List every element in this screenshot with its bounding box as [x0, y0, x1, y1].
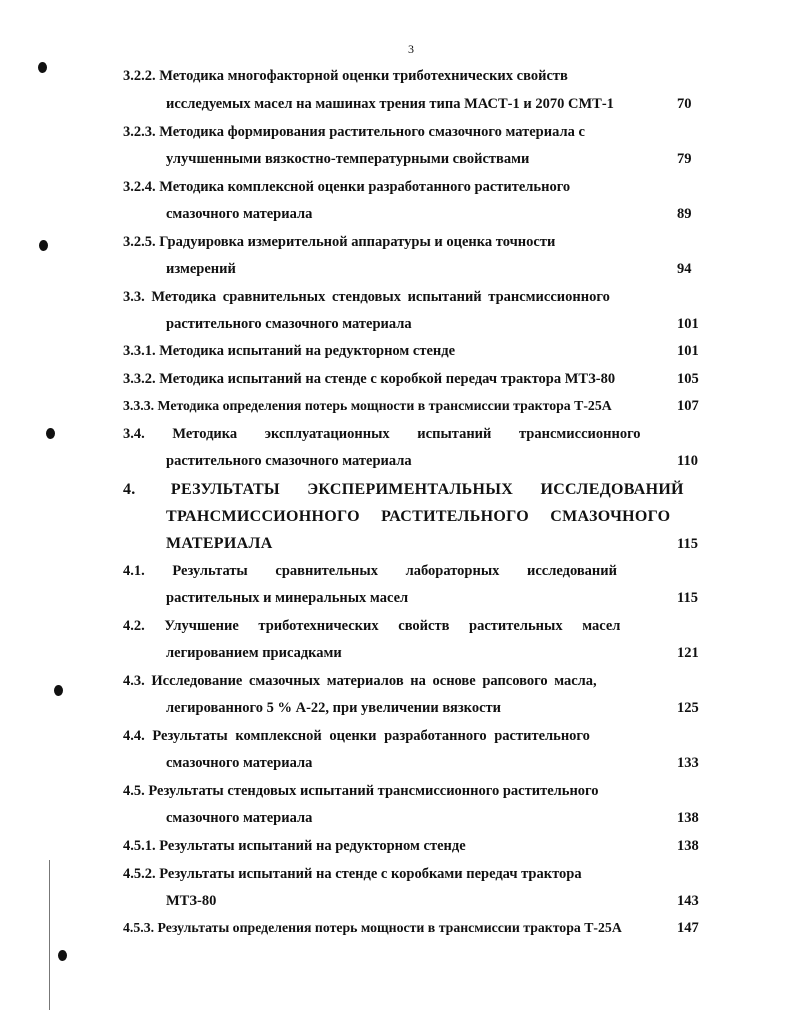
toc-entry-3-2-4-line2: смазочного материала — [166, 206, 313, 222]
toc-chapter-4-line1 — [123, 481, 684, 499]
toc-entry-3-4-line2: растительного смазочного материала — [166, 453, 412, 469]
toc-entry-number: 4.5.2. — [123, 866, 156, 882]
toc-page-number: 147 — [677, 920, 699, 936]
toc-entry-title: Результаты испытаний на редукторном стенде — [159, 838, 466, 854]
toc-page-number: 107 — [677, 398, 699, 414]
scan-punch-mark — [46, 428, 55, 439]
toc-entry-number: 3.3. — [123, 289, 145, 305]
toc-entry-title: Результаты стендовых испытаний трансмиссионного растительного — [148, 783, 599, 799]
toc-chapter-4-line3: МАТЕРИАЛА — [166, 535, 273, 552]
toc-entry-3-2-5-line1 — [123, 234, 555, 251]
toc-entry-title: Методика формирования растительного смазочного материала с — [159, 124, 585, 140]
toc-entry-title: Методика комплексной оценки разработанного растительного — [159, 179, 571, 195]
toc-entry-4-5-2-line2: МТЗ-80 — [166, 893, 217, 909]
toc-entry-4-1-line1 — [123, 563, 617, 580]
toc-entry-3-2-4-line1 — [123, 179, 570, 196]
toc-entry-4-3-line1 — [123, 673, 597, 690]
toc-entry-title: Исследование смазочных материалов на основе рапсового масла, — [151, 673, 597, 689]
toc-entry-3-3-3 — [123, 398, 612, 414]
toc-page-number: 115 — [677, 590, 698, 606]
scan-edge-line — [49, 860, 50, 1010]
toc-entry-title: Методика определения потерь мощности в трансмиссии трактора Т-25А — [157, 398, 612, 413]
toc-entry-number: 3.3.3. — [123, 398, 155, 413]
toc-entry-title: Методика испытаний на редукторном стенде — [159, 343, 456, 359]
toc-entry-3-2-3-line1 — [123, 124, 585, 141]
toc-entry-number: 3.2.4. — [123, 179, 156, 195]
toc-entry-4-5-1 — [123, 838, 466, 855]
page-number: 3 — [408, 42, 414, 56]
toc-page-number: 101 — [677, 316, 699, 332]
toc-entry-title: Результаты комплексной оценки разработанного растительного — [152, 728, 590, 744]
toc-entry-3-2-2-line1 — [123, 68, 568, 85]
toc-entry-number: 3.3.2. — [123, 371, 156, 387]
toc-entry-4-2-line2: легированием присадками — [166, 645, 342, 661]
toc-page-number: 79 — [677, 151, 692, 167]
toc-entry-title: Улучшение триботехнических свойств растительных масел — [164, 618, 621, 634]
toc-page-number: 143 — [677, 893, 699, 909]
scan-punch-mark — [54, 685, 63, 696]
toc-entry-4-5-line2: смазочного материала — [166, 810, 313, 826]
toc-page-number: 125 — [677, 700, 699, 716]
toc-entry-4-2-line1 — [123, 618, 620, 635]
toc-entry-title: Градуировка измерительной аппаратуры и оценка точности — [159, 234, 556, 250]
toc-entry-title: РЕЗУЛЬТАТЫ ЭКСПЕРИМЕНТАЛЬНЫХ ИССЛЕДОВАНИЙ — [170, 481, 684, 498]
toc-entry-title: Результаты сравнительных лабораторных исследований — [172, 563, 617, 579]
toc-entry-title: Методика сравнительных стендовых испытаний трансмиссионного — [151, 289, 610, 305]
toc-entry-number: 3.2.2. — [123, 68, 156, 84]
toc-entry-title: Методика испытаний на стенде с коробкой передач трактора МТЗ-80 — [159, 371, 616, 387]
toc-entry-title: Методика многофакторной оценки триботехнических свойств — [159, 68, 568, 84]
toc-entry-number: 3.2.5. — [123, 234, 156, 250]
toc-entry-title: Методика эксплуатационных испытаний трансмиссионного — [172, 426, 641, 442]
toc-page-number: 110 — [677, 453, 698, 469]
toc-entry-4-4-line1 — [123, 728, 590, 745]
toc-entry-3-3-line1 — [123, 289, 610, 306]
scan-punch-mark — [39, 240, 48, 251]
toc-page-number: 138 — [677, 838, 699, 854]
toc-entry-3-2-2-line2: исследуемых масел на машинах трения типа МАСТ-1 и 2070 СМТ-1 — [166, 96, 614, 112]
toc-entry-number: 4.5. — [123, 783, 145, 799]
scan-punch-mark — [38, 62, 47, 73]
toc-entry-number: 3.2.3. — [123, 124, 156, 140]
toc-chapter-4-line2: ТРАНСМИССИОННОГО РАСТИТЕЛЬНОГО СМАЗОЧНОГО — [166, 508, 671, 525]
toc-entry-3-3-line2: растительного смазочного материала — [166, 316, 412, 332]
toc-entry-3-3-2 — [123, 371, 615, 388]
toc-entry-4-4-line2: смазочного материала — [166, 755, 313, 771]
toc-page-number: 133 — [677, 755, 699, 771]
toc-entry-3-2-5-line2: измерений — [166, 261, 236, 277]
toc-entry-3-4-line1 — [123, 426, 641, 443]
toc-entry-number: 3.4. — [123, 426, 145, 442]
toc-page-number: 115 — [677, 536, 698, 552]
toc-entry-number: 4.2. — [123, 618, 145, 634]
toc-entry-4-5-2-line1 — [123, 866, 582, 883]
toc-entry-number: 3.3.1. — [123, 343, 156, 359]
toc-entry-number: 4.4. — [123, 728, 145, 744]
toc-page-number: 70 — [677, 96, 692, 112]
toc-entry-4-5-3 — [123, 920, 622, 936]
toc-entry-4-3-line2: легированного 5 % А-22, при увеличении вязкости — [166, 700, 501, 716]
toc-page-number: 89 — [677, 206, 692, 222]
toc-page-number: 94 — [677, 261, 692, 277]
toc-entry-3-3-1 — [123, 343, 455, 360]
toc-entry-number: 4.3. — [123, 673, 145, 689]
toc-entry-number: 4. — [123, 481, 136, 498]
toc-page-number: 101 — [677, 343, 699, 359]
toc-entry-title: Результаты испытаний на стенде с коробками передач трактора — [159, 866, 582, 882]
toc-page-number: 121 — [677, 645, 699, 661]
toc-entry-4-5-line1 — [123, 783, 599, 800]
toc-entry-number: 4.1. — [123, 563, 145, 579]
toc-page-number: 138 — [677, 810, 699, 826]
toc-page-number: 105 — [677, 371, 699, 387]
toc-entry-3-2-3-line2: улучшенными вязкостно-температурными свойствами — [166, 151, 530, 167]
toc-entry-number: 4.5.1. — [123, 838, 156, 854]
toc-entry-4-1-line2: растительных и минеральных масел — [166, 590, 409, 606]
toc-entry-title: Результаты определения потерь мощности в трансмиссии трактора Т-25А — [157, 920, 622, 935]
toc-entry-number: 4.5.3. — [123, 920, 155, 935]
scan-punch-mark — [58, 950, 67, 961]
